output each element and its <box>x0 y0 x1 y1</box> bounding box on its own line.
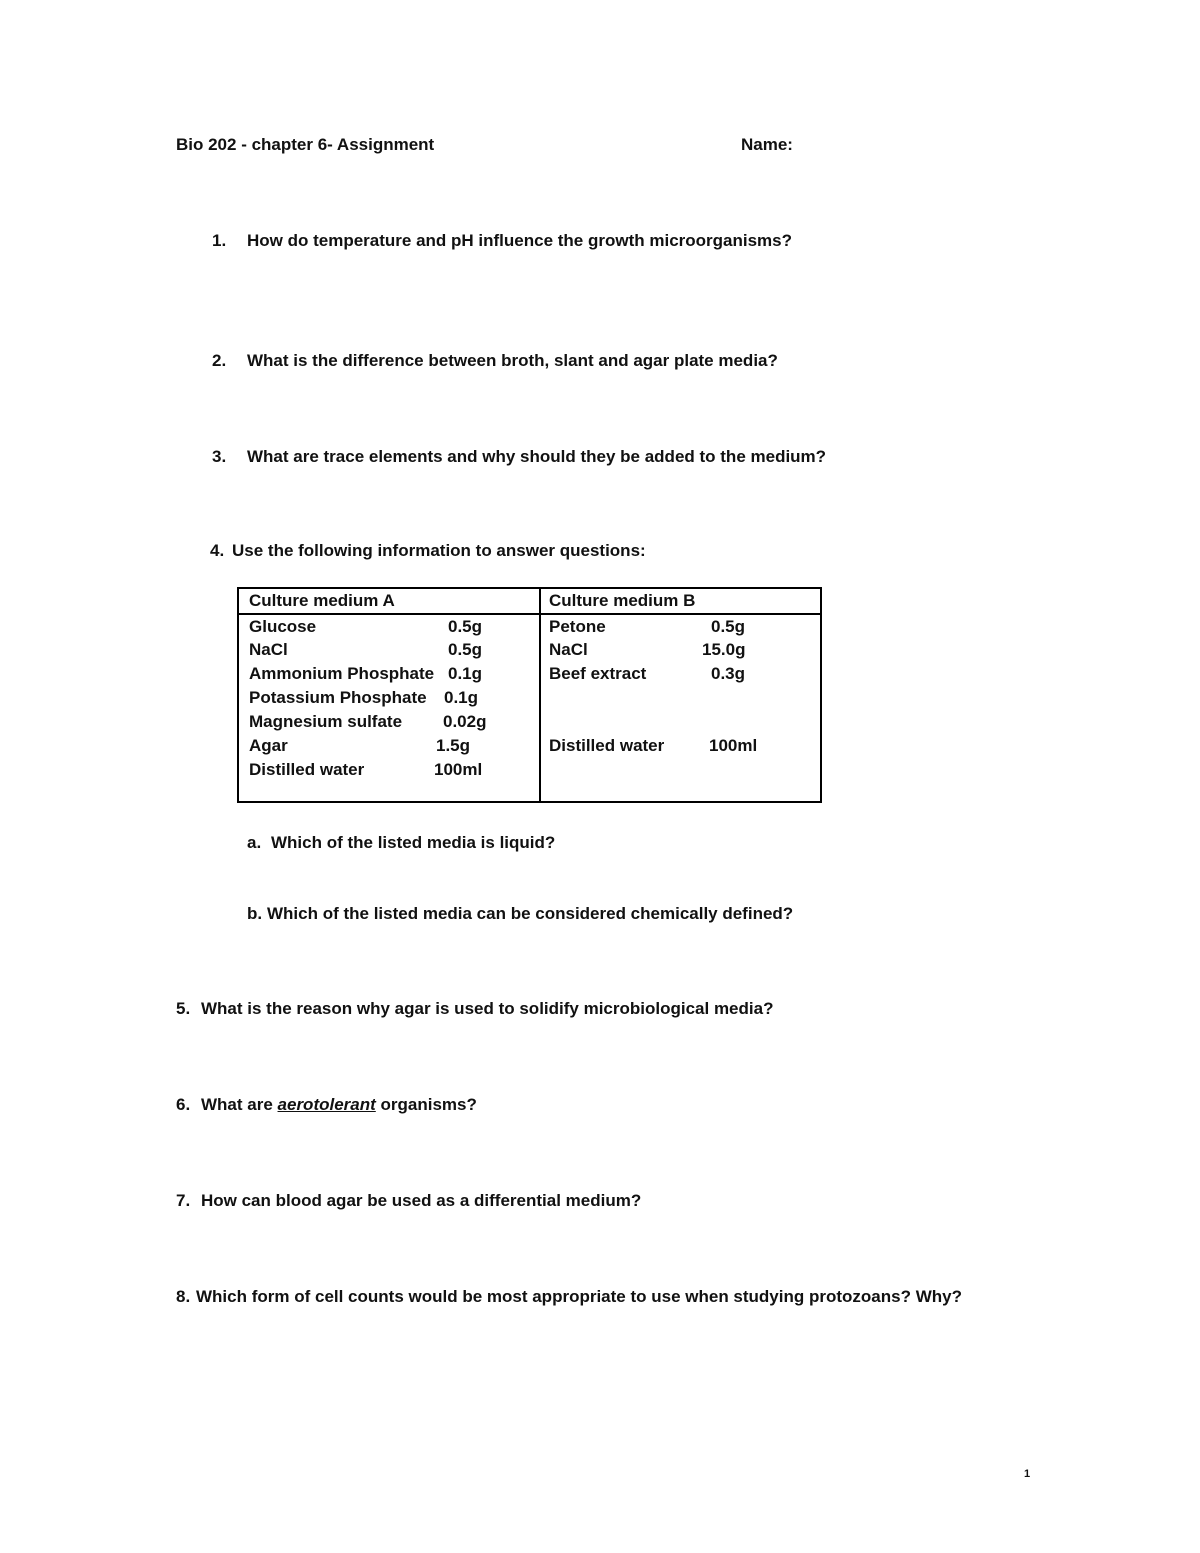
question-4-number: 4. <box>210 541 225 560</box>
medium-b-amount: 100ml <box>709 736 758 755</box>
medium-a-ingredient: Distilled water <box>249 760 365 779</box>
question-6-text-after: organisms? <box>380 1095 477 1114</box>
assignment-title: Bio 202 - chapter 6- Assignment <box>176 135 435 154</box>
question-5-text: What is the reason why agar is used to solidify microbiological media? <box>201 999 774 1018</box>
subquestion-b-label: b. <box>247 904 263 923</box>
medium-a-ingredient: Glucose <box>249 617 317 636</box>
medium-a-amount: 0.02g <box>443 712 487 731</box>
question-7-number: 7. <box>176 1191 191 1210</box>
question-2-number: 2. <box>212 351 227 370</box>
question-4-text: Use the following information to answer questions: <box>232 541 646 560</box>
subquestion-a-text: Which of the listed media is liquid? <box>271 833 556 852</box>
media-table <box>237 587 822 803</box>
medium-b-ingredient: Distilled water <box>549 736 665 755</box>
page-number: 1 <box>1024 1468 1031 1480</box>
question-5-number: 5. <box>176 999 191 1018</box>
question-1-text: How do temperature and pH influence the growth microorganisms? <box>247 231 793 250</box>
subquestion-b-text: Which of the listed media can be considered chemically defined? <box>267 904 794 923</box>
medium-a-ingredient: Agar <box>249 736 288 755</box>
question-8-text: Which form of cell counts would be most appropriate to use when studying protozoans? Why? <box>196 1287 962 1306</box>
table-column-divider <box>539 589 541 801</box>
medium-a-amount: 100ml <box>434 760 483 779</box>
medium-b-ingredient: Beef extract <box>549 664 647 683</box>
question-7-text: How can blood agar be used as a differential medium? <box>201 1191 642 1210</box>
question-8-number: 8. <box>176 1287 191 1306</box>
medium-b-header: Culture medium B <box>549 591 696 610</box>
question-3-number: 3. <box>212 447 227 466</box>
name-label: Name: <box>741 135 793 154</box>
medium-a-header: Culture medium A <box>249 591 395 610</box>
question-6-number: 6. <box>176 1095 191 1114</box>
medium-b-amount: 0.5g <box>711 617 746 636</box>
subquestion-a-label: a. <box>247 833 262 852</box>
medium-a-ingredient: NaCl <box>249 640 288 659</box>
medium-a-amount: 0.5g <box>448 640 483 659</box>
medium-b-ingredient: Petone <box>549 617 606 636</box>
medium-b-ingredient: NaCl <box>549 640 588 659</box>
question-6-text <box>201 1095 477 1115</box>
medium-a-amount: 0.1g <box>444 688 479 707</box>
medium-a-ingredient: Potassium Phosphate <box>249 688 427 707</box>
medium-a-ingredient: Ammonium Phosphate <box>249 664 435 683</box>
question-2-text: What is the difference between broth, slant and agar plate media? <box>247 351 778 370</box>
medium-a-ingredient: Magnesium sulfate <box>249 712 403 731</box>
medium-a-amount: 1.5g <box>436 736 471 755</box>
question-6-emphasis: aerotolerant <box>277 1095 376 1114</box>
question-1-number: 1. <box>212 231 227 250</box>
medium-b-amount: 15.0g <box>702 640 746 659</box>
question-3-text: What are trace elements and why should they be added to the medium? <box>247 447 827 466</box>
medium-b-amount: 0.3g <box>711 664 746 683</box>
medium-a-amount: 0.1g <box>448 664 483 683</box>
medium-a-amount: 0.5g <box>448 617 483 636</box>
question-6-text-before: What are <box>201 1095 273 1114</box>
